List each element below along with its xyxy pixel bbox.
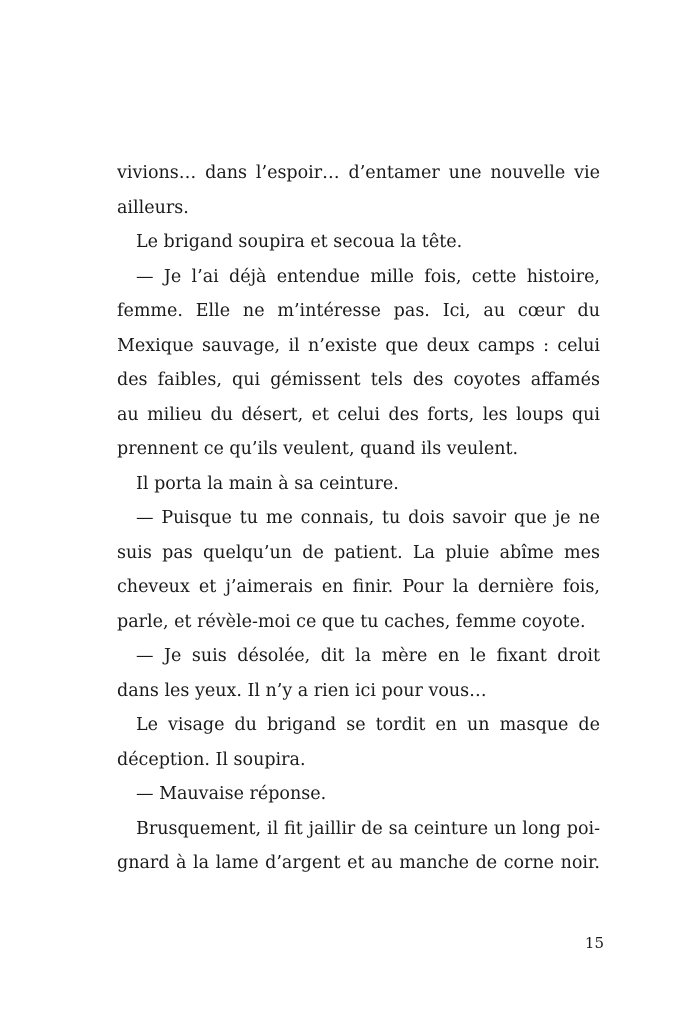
text-line-18: déception. Il soupira. — [117, 749, 306, 770]
text-line-19: — Mauvaise réponse. — [136, 784, 327, 804]
text-line-8: au milieu du désert, et celui des forts, les loups qui — [117, 404, 600, 425]
page-number: 15 — [584, 934, 604, 952]
body-text — [117, 156, 600, 881]
text-line-13: cheveux et j’aimerais en finir. Pour la dernière fois, — [117, 577, 600, 597]
text-line-6: Mexique sauvage, il n’existe que deux camps : celui — [117, 335, 600, 356]
text-line-11: — Puisque tu me connais, tu dois savoir que je ne — [136, 508, 600, 528]
text-line-5: femme. Elle ne m’intéresse pas. Ici, au cœur du — [117, 301, 600, 321]
text-line-21: gnard à la lame d’argent et au manche de corne noir. — [117, 853, 600, 873]
text-line-16: dans les yeux. Il n’y a rien ici pour vous… — [117, 680, 487, 701]
text-line-15: — Je suis désolée, dit la mère en le fixant droit — [136, 646, 600, 666]
text-line-9: prennent ce qu’ils veulent, quand ils veulent. — [117, 439, 519, 459]
text-line-1: vivions… dans l’espoir… d’entamer une nouvelle vie — [117, 163, 600, 183]
text-line-14: parle, et révèle-moi ce que tu caches, femme coyote. — [117, 611, 586, 632]
text-line-3: Le brigand soupira et secoua la tête. — [136, 232, 463, 252]
text-line-10: Il porta la main à sa ceinture. — [136, 473, 399, 494]
text-line-17: Le visage du brigand se tordit en un masque de — [136, 715, 600, 735]
text-line-7: des faibles, qui gémissent tels des coyotes affamés — [117, 370, 600, 390]
text-line-12: suis pas quelqu’un de patient. La pluie abîme mes — [117, 542, 600, 563]
text-line-20: Brusquement, il fit jaillir de sa ceinture un long poi- — [136, 818, 600, 839]
text-line-2: ailleurs. — [117, 197, 189, 218]
text-line-4: — Je l’ai déjà entendue mille fois, cette histoire, — [136, 266, 600, 287]
